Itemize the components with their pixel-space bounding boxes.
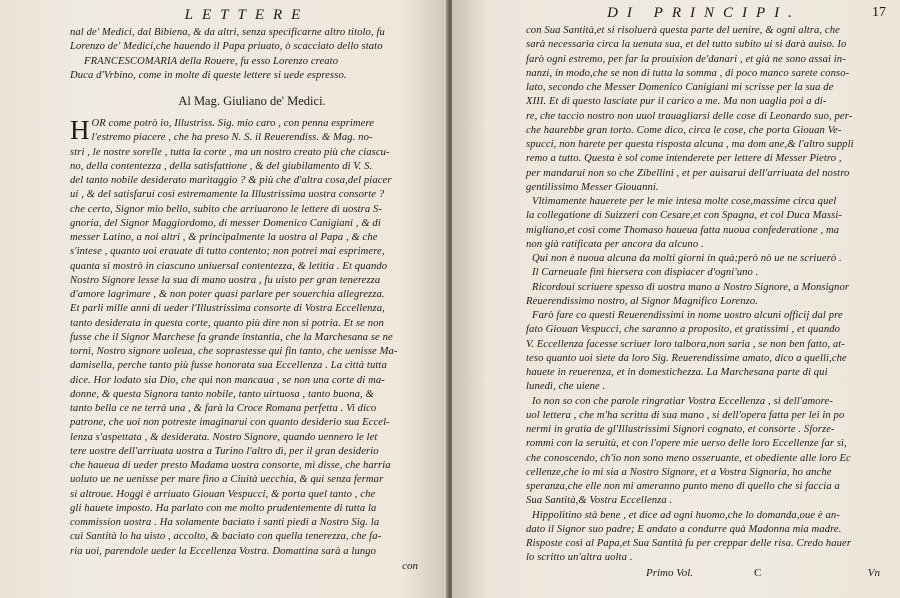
page-number: 17 — [872, 5, 886, 20]
text-line: fato Giouan Vespucci, che saranno a proposito, et gratissimi , et quando — [526, 324, 841, 336]
text-line: dato il Signor suo padre; E andato a condurre quà Madonna mia madre. — [526, 523, 842, 535]
text-line: Sua Santità,& Vostra Eccellenza . — [526, 495, 673, 507]
text-line: d'amore lagrimare , & non poter quasi parlare per souerchia allegrezza. — [70, 289, 385, 300]
signature-mark: C — [754, 566, 762, 579]
text-line: che certo, Signor mio bello, subito che arriuarono le lettere di uostra S- — [70, 203, 383, 215]
text-line: quanta si mostrò in ciascuno uniuersal contentezza, & letitia . Et quando — [70, 260, 388, 272]
intro-paragraph — [70, 26, 434, 83]
catchword-right: Vn — [867, 566, 880, 579]
text-line: Nostro Signore lesse la sua di mano uostra , fu uisto per gran tenerezza — [70, 274, 381, 286]
text-line: messer Latino, a noi altri , & principalmente la uostra al Papa , & che — [70, 232, 378, 243]
text-line: tanto bella ce ne terrà una , & farà la Croce Romana perfetta . Vi dico — [70, 403, 377, 414]
text-line: non già ratificata per ancora da alcuno . — [526, 238, 704, 250]
running-head-text: DI PRINCIPI. — [607, 5, 801, 21]
text-line: dice. Hor lodato sia Dio, che qui non mancaua , se non una corte di ma- — [70, 374, 385, 386]
text-line: spucci, non harete per questa risposta alcuna , ma dom ane,& l'altro suppli — [526, 139, 854, 150]
text-line: tere uostre dell'arriuata uostra a Turino l'altro dì, per il gran desiderio — [70, 445, 379, 457]
letter-continuation — [526, 24, 882, 566]
text-line: gentilissimo Messer Giouanni. — [526, 181, 659, 193]
drop-initial: H — [70, 115, 90, 145]
text-line: gli hauete imposto. Ha parlato con me molto prudentemente di tutta la — [70, 502, 377, 514]
text-line: nermi in gratia de gl'Illustrissimi Signori cognato, et consorte . Sforze- — [526, 424, 835, 435]
text-line: che conoscendo, ch'io non sono meno osseruante, et obediente alle loro Ec — [526, 452, 851, 464]
text-line: gnoria, del Signor Maggiordomo, di messer Domenico Canigiani , & di — [70, 217, 381, 229]
text-line: s'intese , quanto uoi erauate di tutto contento; non potrei mai esprimere, — [70, 246, 385, 258]
text-line: remo a tutto. Questa è sol come intenderete per lettere di Messer Pietro , — [526, 153, 842, 165]
text-line: ui , & del satisfarui così estremamente la Illustrissima uostra consorte ? — [70, 189, 385, 201]
text-line: cellenze,che io mi sia a Nostro Signore, et a Vostra Signoria, ho anche — [526, 466, 832, 478]
text-line: OR come potrò io, Illustriss. Sig. mio caro , con penna esprimere — [91, 118, 375, 129]
text-line: damisella, perche tanto più fusse honorata sua Eccellenza . La città tutta — [70, 360, 387, 372]
text-line: donne, & questa Signora tanto nobile, tanto uirtuosa , tanto buona, & — [70, 388, 374, 400]
text-line: stri , le nostre sorelle , tutta la corte , ma un nostro creato più che ciascu- — [70, 146, 390, 158]
text-line: farò ogni estremo, per far la prouision de'danari , et già ne sono assai in- — [526, 53, 846, 65]
text-line: Duca d'Vrbino, come in molte di queste lettere si uede espresso. — [70, 69, 347, 81]
text-line: l'estremo piacere , che ha preso N. S. il Reuerendiss. & Mag. no- — [91, 132, 373, 144]
text-line: lunedì, che uiene . — [526, 381, 606, 393]
text-line: per mandarui non so che Zibellini , et per auisarui dell'arriuata del nostro — [526, 167, 850, 179]
text-line: speranza,che elle non mi ameranno punto meno di quello che si faccia a — [526, 481, 840, 492]
text-line: Qui non è nuoua alcuna da molti giorni in quà;però nò ue ne scriuerò . — [532, 253, 842, 264]
text-line: ria uoi, parendole ueder la Eccellenza Vostra. Domattina sarà a lungo — [70, 545, 377, 557]
text-line: lo scritto un'altra uolta . — [526, 552, 633, 564]
text-line: sarà necessaria circa la uenuta sua, et del tutto subito ui si darà auiso. Io — [526, 39, 847, 51]
text-line: si altroue. Hoggi è arriuato Giouan Vespucci, & porta quel tanto , che — [70, 488, 376, 500]
letter-body — [70, 117, 434, 559]
text-line: lato, secondo che Messer Domenico Canigiani mi scrisse per la sua de — [526, 82, 834, 93]
text-line: Hippolitino stà bene , et dice ad ogni huomo,che lo domanda,oue è an- — [532, 509, 840, 521]
text-line: FRANCESCOMARIA della Rouere, fu esso Lorenzo creato — [84, 55, 339, 67]
text-line: rommi con la seruitù, et con l'opere mie uerso delle loro Eccellenze far sì, — [526, 438, 847, 450]
text-line: migliano,et così come Thomaso haueua fatta nuoua confederatione , ma — [526, 224, 840, 236]
text-line: tanto desiderata in questa corte, quanto più dire non si potria. Et se non — [70, 317, 384, 329]
text-line: nanzi, in modo,che se non di tutta la somma , di poco manco sarete conso- — [526, 67, 850, 79]
text-line: la collegatione di Suizzeri con Cesare,et con Spagna, et col Duca Massi- — [526, 210, 843, 222]
text-line: Il Carneuale finì hiersera con dispiacer d'ogni'uno . — [532, 267, 759, 279]
text-line: Io non so con che parole ringratiar Vostra Eccellenza , si dell'amore- — [532, 395, 833, 407]
text-line: XIII. Et di questo lasciate pur il carico a me. Ma non uaglia poi a di- — [526, 96, 827, 108]
left-page — [0, 0, 448, 598]
text-line: nal de' Medici, dal Bibiena, & da altri, senza specificarne altro titolo, fu — [70, 27, 385, 38]
text-line: uol lettera , che m'ha scritta di sua mano , si dell'opera fatta per lei in po — [526, 409, 845, 421]
running-head-left: LETTERE — [184, 7, 310, 23]
text-line: Farò fare co questi Reuerendissimi in nome uostro alcuni officij dal pre — [532, 310, 843, 321]
text-line: Ricordoui scriuere spesso di uostra mano a Nostro Signore, a Monsignor — [532, 281, 850, 293]
text-line: patrone, che uoi non potreste imaginarui con quanto desiderio sua Eccel- — [70, 417, 390, 429]
text-line: Lorenzo de' Medici,che hauendo il Papa priuato, ò scacciato dello stato — [70, 41, 383, 53]
text-line: Risposte così al Papa,et Sua Santità fu per creppar delle risa. Credo hauer — [526, 538, 852, 549]
text-line: cui Santità lo ha uisto , accolto, & baciato con quella tenerezza, che fa- — [70, 531, 382, 543]
text-line: hauete in reuerenza, et in domestichezza. La Marchesana parte di qui — [526, 367, 828, 378]
text-line: del tanto nobile desiderato maritaggio ? & più che d'altra cosa,del piacer — [70, 175, 392, 186]
text-line: Et parli mille anni di ueder l'Illustrissima consorte di Vostra Eccellenza, — [70, 303, 385, 315]
text-line: fusse che il Signor Marchese fa grande instantia, che la Marchesana se ne — [70, 331, 393, 343]
text-line: commission uostra . Ha solamente baciato i santi piedi a Nostro Sig. la — [70, 517, 380, 528]
text-line: che haueua di ueder presto Madama uostra consorte, mi disse, che harria — [70, 460, 391, 471]
text-line: no, della contentezza , della satisfattione , & del giubilamento di V. S. — [70, 160, 373, 172]
text-line: con Sua Santità,et si risoluerà questa parte del uenire, & ogni altra, che — [526, 25, 840, 36]
text-line: Vltimamente hauerete per le mie intesa molte cose,massime circa quel — [532, 196, 837, 207]
right-page — [452, 0, 900, 598]
text-line: re, che taccio nostro non uuol trauagliarsi delle cose di Leonardo suo, per- — [526, 110, 853, 122]
text-line: V. Eccellenza facesse scriuer loro talbora,non saria , se non ben fatto, at- — [526, 338, 845, 350]
text-line: uoluto ue ne uenisse per mare fino a Ciuità uecchia, & qui senza fermar — [70, 474, 384, 486]
catchword-left: con — [402, 559, 418, 572]
text-line: Reuerendissimo nostro, al Signor Magnifico Lorenzo. — [526, 295, 758, 307]
volume-label: Primo Vol. — [646, 566, 694, 579]
text-line: teso quanto uoi siete da loro Sig. Reuerendissime amato, dico a quelli,che — [526, 352, 847, 364]
text-line: torni, Nostro signore uoleua, che soprastesse qui fin tanto, che uenisse Ma- — [70, 346, 398, 357]
text-line: che haurebbe gran torto. Come dico, circa le cose, che porta Giouan Ve- — [526, 124, 842, 136]
text-line: lenza s'aspettata , & desiderata. Nostro Signore, quando uennero le let — [70, 431, 378, 443]
letter-heading: Al Mag. Giuliano de' Medici. — [178, 94, 326, 108]
running-head-right — [526, 4, 886, 24]
